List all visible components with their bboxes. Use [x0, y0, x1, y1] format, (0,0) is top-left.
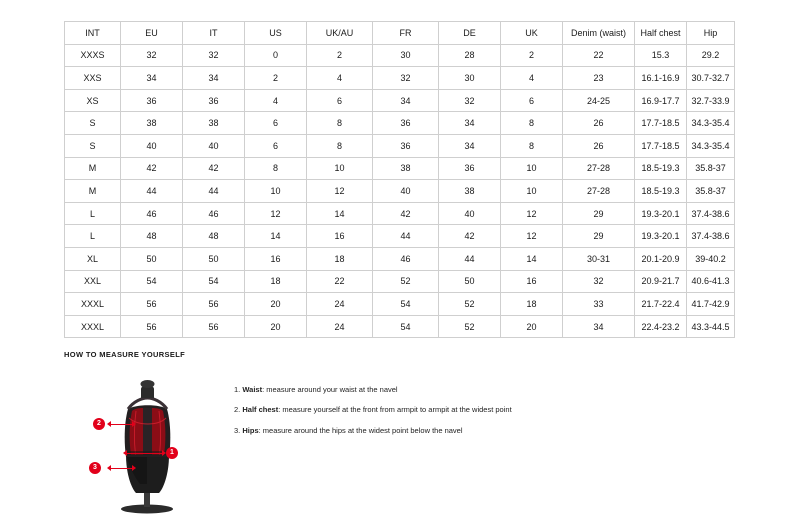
table-cell: XXXL: [65, 315, 121, 338]
table-cell: 36: [373, 112, 439, 135]
table-cell: 19.3-20.1: [635, 202, 687, 225]
table-cell: 32: [183, 44, 245, 67]
column-header: EU: [121, 22, 183, 45]
table-cell: S: [65, 112, 121, 135]
table-cell: 38: [373, 157, 439, 180]
size-chart-table: [64, 21, 735, 338]
table-row: [65, 67, 735, 90]
column-header: US: [245, 22, 307, 45]
table-cell: 18.5-19.3: [635, 157, 687, 180]
table-cell: 26: [563, 134, 635, 157]
column-header: Hip: [687, 22, 735, 45]
table-cell: 34: [439, 112, 501, 135]
table-cell: 39-40.2: [687, 247, 735, 270]
table-cell: 41.7-42.9: [687, 293, 735, 316]
table-cell: 14: [245, 225, 307, 248]
table-cell: M: [65, 157, 121, 180]
table-cell: 54: [121, 270, 183, 293]
step-term: Waist: [242, 385, 263, 394]
table-cell: 10: [501, 157, 563, 180]
table-cell: 46: [121, 202, 183, 225]
table-cell: 40: [373, 180, 439, 203]
table-cell: 16: [307, 225, 373, 248]
table-cell: 42: [183, 157, 245, 180]
step-text: : measure around the hips at the widest point below the navel: [258, 425, 463, 435]
step-text: : measure around your waist at the navel: [262, 385, 398, 394]
table-cell: 44: [373, 225, 439, 248]
hips-measure-line: [110, 468, 132, 469]
table-cell: 17.7-18.5: [635, 134, 687, 157]
table-cell: 32: [439, 89, 501, 112]
table-cell: 36: [439, 157, 501, 180]
table-cell: 54: [373, 293, 439, 316]
table-cell: 46: [373, 247, 439, 270]
hips-arrow-left: [107, 465, 111, 471]
table-cell: 52: [373, 270, 439, 293]
measure-step: [234, 405, 512, 414]
table-row: [65, 270, 735, 293]
table-cell: 32: [373, 67, 439, 90]
table-cell: 16.9-17.7: [635, 89, 687, 112]
table-cell: 34: [121, 67, 183, 90]
table-row: [65, 202, 735, 225]
table-cell: 29.2: [687, 44, 735, 67]
table-cell: 18: [501, 293, 563, 316]
table-cell: 50: [439, 270, 501, 293]
marker-badge-3: 3: [89, 462, 101, 474]
table-cell: 36: [373, 134, 439, 157]
table-cell: 16: [245, 247, 307, 270]
table-cell: XXXL: [65, 293, 121, 316]
table-cell: 34: [183, 67, 245, 90]
step-number: 2.: [234, 405, 241, 415]
table-cell: 2: [245, 67, 307, 90]
table-cell: 14: [307, 202, 373, 225]
how-to-measure-section: [64, 350, 764, 516]
table-cell: 8: [307, 134, 373, 157]
table-cell: 32: [121, 44, 183, 67]
table-cell: 20: [245, 293, 307, 316]
table-cell: 32.7-33.9: [687, 89, 735, 112]
table-cell: 19.3-20.1: [635, 225, 687, 248]
table-cell: 2: [501, 44, 563, 67]
table-cell: 50: [183, 247, 245, 270]
table-cell: 40: [121, 134, 183, 157]
table-cell: 52: [439, 315, 501, 338]
table-cell: 38: [121, 112, 183, 135]
how-to-measure-body: [64, 371, 764, 516]
table-cell: 4: [307, 67, 373, 90]
table-cell: 12: [307, 180, 373, 203]
table-cell: 34: [563, 315, 635, 338]
table-cell: 56: [183, 293, 245, 316]
table-cell: 40: [439, 202, 501, 225]
half-chest-arrow-left: [107, 421, 111, 427]
table-cell: 29: [563, 202, 635, 225]
table-cell: 22: [307, 270, 373, 293]
table-row: [65, 44, 735, 67]
column-header: DE: [439, 22, 501, 45]
table-cell: 27-28: [563, 180, 635, 203]
step-term: Hips: [242, 425, 259, 435]
table-cell: 38: [183, 112, 245, 135]
table-cell: 30.7-32.7: [687, 67, 735, 90]
table-cell: 42: [439, 225, 501, 248]
table-cell: 14: [501, 247, 563, 270]
table-cell: 8: [501, 112, 563, 135]
measure-step: [234, 426, 512, 435]
measure-step: [234, 385, 512, 394]
table-cell: 46: [183, 202, 245, 225]
half-chest-measure-line: [110, 424, 132, 425]
table-cell: XXXS: [65, 44, 121, 67]
table-cell: 16: [501, 270, 563, 293]
table-cell: 8: [307, 112, 373, 135]
table-cell: M: [65, 180, 121, 203]
table-cell: 40.6-41.3: [687, 270, 735, 293]
table-cell: 27-28: [563, 157, 635, 180]
table-cell: 40: [183, 134, 245, 157]
table-cell: 16.1-16.9: [635, 67, 687, 90]
measure-steps-list: [234, 371, 512, 446]
table-cell: 42: [121, 157, 183, 180]
table-cell: 37.4-38.6: [687, 225, 735, 248]
table-cell: 48: [183, 225, 245, 248]
column-header: INT: [65, 22, 121, 45]
table-cell: 18: [307, 247, 373, 270]
size-chart-container: [64, 21, 734, 338]
waist-arrow-left: [123, 450, 127, 456]
table-cell: 8: [501, 134, 563, 157]
table-cell: XS: [65, 89, 121, 112]
table-cell: 35.8-37: [687, 180, 735, 203]
table-cell: 20: [501, 315, 563, 338]
table-cell: 24: [307, 315, 373, 338]
column-header: IT: [183, 22, 245, 45]
column-header: UK/AU: [307, 22, 373, 45]
table-cell: 32: [563, 270, 635, 293]
table-cell: 6: [307, 89, 373, 112]
table-cell: 20.9-21.7: [635, 270, 687, 293]
step-text: : measure yourself at the front from armpit to armpit at the widest point: [278, 405, 512, 415]
table-cell: 29: [563, 225, 635, 248]
table-row: [65, 225, 735, 248]
table-cell: 56: [121, 293, 183, 316]
table-cell: 54: [373, 315, 439, 338]
table-cell: 44: [183, 180, 245, 203]
table-row: [65, 247, 735, 270]
table-cell: S: [65, 134, 121, 157]
mannequin-figure-icon: [64, 371, 224, 516]
table-cell: 56: [183, 315, 245, 338]
table-cell: 22: [563, 44, 635, 67]
table-row: [65, 293, 735, 316]
table-row: [65, 134, 735, 157]
table-cell: 20: [245, 315, 307, 338]
table-cell: XL: [65, 247, 121, 270]
table-cell: L: [65, 225, 121, 248]
table-cell: 33: [563, 293, 635, 316]
table-cell: 54: [183, 270, 245, 293]
table-cell: 10: [245, 180, 307, 203]
table-cell: 38: [439, 180, 501, 203]
step-term: Half chest: [242, 405, 279, 415]
table-row: [65, 315, 735, 338]
table-cell: 56: [121, 315, 183, 338]
table-header-row: [65, 22, 735, 45]
table-cell: 48: [121, 225, 183, 248]
table-cell: 30: [439, 67, 501, 90]
how-to-measure-title: HOW TO MEASURE YOURSELF: [64, 350, 186, 359]
table-cell: 24: [307, 293, 373, 316]
column-header: Denim (waist): [563, 22, 635, 45]
table-cell: 8: [245, 157, 307, 180]
column-header: FR: [373, 22, 439, 45]
waist-measure-line: [126, 453, 162, 454]
table-cell: 34: [373, 89, 439, 112]
column-header: Half chest: [635, 22, 687, 45]
table-cell: L: [65, 202, 121, 225]
mannequin-illustration: [64, 371, 224, 516]
table-cell: 12: [245, 202, 307, 225]
table-cell: 10: [307, 157, 373, 180]
table-cell: 12: [501, 225, 563, 248]
table-cell: 6: [245, 112, 307, 135]
table-cell: 36: [183, 89, 245, 112]
table-row: [65, 157, 735, 180]
table-body: [65, 44, 735, 338]
table-row: [65, 112, 735, 135]
marker-badge-1: 1: [166, 447, 178, 459]
step-number: 1.: [234, 385, 241, 394]
table-cell: 42: [373, 202, 439, 225]
table-row: [65, 180, 735, 203]
marker-badge-2: 2: [93, 418, 105, 430]
table-cell: 30-31: [563, 247, 635, 270]
table-cell: 15.3: [635, 44, 687, 67]
table-cell: 28: [439, 44, 501, 67]
table-cell: 50: [121, 247, 183, 270]
table-cell: 20.1-20.9: [635, 247, 687, 270]
step-number: 3.: [234, 425, 241, 435]
hips-arrow-right: [132, 465, 136, 471]
table-cell: 6: [245, 134, 307, 157]
table-cell: 35.8-37: [687, 157, 735, 180]
table-cell: 30: [373, 44, 439, 67]
table-row: [65, 89, 735, 112]
table-cell: 23: [563, 67, 635, 90]
table-cell: 21.7-22.4: [635, 293, 687, 316]
table-cell: 4: [501, 67, 563, 90]
table-cell: 10: [501, 180, 563, 203]
table-cell: 18.5-19.3: [635, 180, 687, 203]
table-cell: 52: [439, 293, 501, 316]
table-cell: 43.3-44.5: [687, 315, 735, 338]
table-cell: 37.4-38.6: [687, 202, 735, 225]
table-cell: 26: [563, 112, 635, 135]
table-cell: 34: [439, 134, 501, 157]
table-cell: 4: [245, 89, 307, 112]
table-cell: 17.7-18.5: [635, 112, 687, 135]
table-cell: 12: [501, 202, 563, 225]
table-cell: 22.4-23.2: [635, 315, 687, 338]
column-header: UK: [501, 22, 563, 45]
table-cell: 18: [245, 270, 307, 293]
table-cell: 34.3-35.4: [687, 112, 735, 135]
table-cell: 44: [121, 180, 183, 203]
table-cell: 34.3-35.4: [687, 134, 735, 157]
table-cell: XXL: [65, 270, 121, 293]
table-cell: 24-25: [563, 89, 635, 112]
table-cell: 36: [121, 89, 183, 112]
table-cell: 44: [439, 247, 501, 270]
table-cell: 0: [245, 44, 307, 67]
half-chest-arrow-right: [132, 421, 136, 427]
table-cell: XXS: [65, 67, 121, 90]
table-cell: 2: [307, 44, 373, 67]
table-cell: 6: [501, 89, 563, 112]
